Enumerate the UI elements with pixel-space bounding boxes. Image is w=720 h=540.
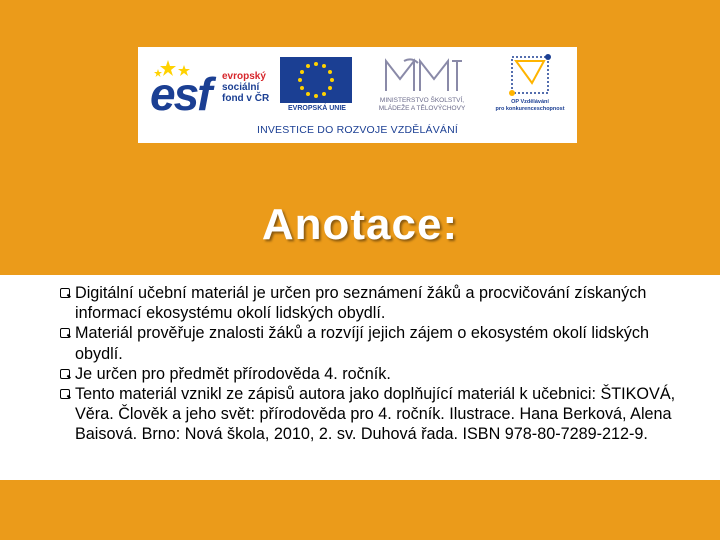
- esf-caption-line: sociální: [222, 82, 260, 93]
- bullet-text: Digitální učební materiál je určen pro seznámení žáků a procvičování získaných informací ekosystému okolí lidských obydlí.: [75, 284, 647, 323]
- bullet-item: [59, 384, 699, 445]
- bullet-item: [59, 364, 699, 384]
- eu-flag-icon: [280, 57, 352, 103]
- checkbox-bullet-icon: [60, 389, 70, 399]
- op-label-line: pro konkurenceschopnost: [495, 106, 565, 112]
- bullet-list: [59, 283, 699, 445]
- esf-caption: [222, 71, 269, 104]
- esf-caption-line: fond v ČR: [222, 93, 270, 104]
- bullet-item: [59, 283, 699, 323]
- bullet-text: Materiál prověřuje znalosti žáků a rozvíjí jejich zájem o ekosystém okolí lidských obydlí.: [75, 324, 649, 363]
- bullet-text: Tento materiál vznikl ze zápisů autora jako doplňující materiál k učebnici: ŠTIKOVÁ, Věra. Člověk a jeho svět: přírodověda pro 4. ročník. Ilustrace. Hana Berková, Alena Baisová. Brno: Nová škola, 2010, 2. sv. Duhová řada. ISBN 978-80-7289-212-9.: [75, 385, 676, 444]
- esf-logo: [150, 57, 272, 120]
- esf-caption-line: evropský: [222, 71, 266, 82]
- op-label-line: OP Vzdělávání: [511, 99, 549, 105]
- content-panel: [0, 275, 720, 480]
- bullet-item: [59, 323, 699, 363]
- investice-caption: INVESTICE DO ROZVOJE VZDĚLÁVÁNÍ: [256, 124, 459, 136]
- slide-title: Anotace:: [261, 200, 459, 249]
- checkbox-bullet-icon: [60, 369, 70, 379]
- bullet-text: Je určen pro předmět přírodověda 4. ročník.: [75, 364, 391, 383]
- esf-mark: esf: [150, 68, 211, 120]
- msmt-label-line: MINISTERSTVO ŠKOLSTVÍ,: [379, 97, 465, 104]
- op-label: [484, 99, 576, 113]
- msmt-label: [356, 97, 488, 113]
- checkbox-bullet-icon: [60, 288, 70, 298]
- eu-label: EVROPSKÁ UNIE: [288, 105, 346, 112]
- msmt-label-line: MLÁDEŽE A TĚLOVÝCHOVY: [378, 105, 466, 112]
- logo-band: [138, 47, 577, 143]
- checkbox-bullet-icon: [60, 328, 70, 338]
